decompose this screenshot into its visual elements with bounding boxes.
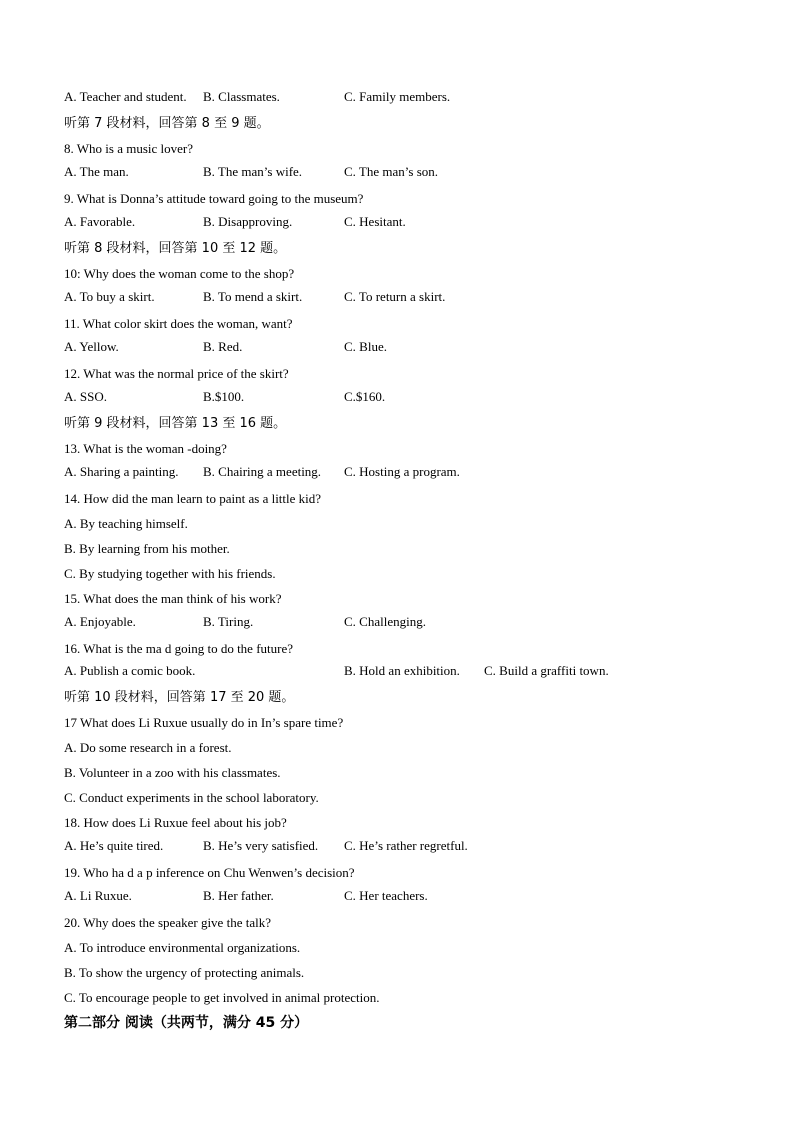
option-a: A. Li Ruxue. [64,888,132,903]
option-c: C. Hosting a program. [344,464,460,479]
option-a: A. SSO. [64,389,107,404]
question-line: 12. What was the normal price of the skirt? [64,366,289,381]
instruction-line: 听第 7 段材料，回答第 8 至 9 题。 [64,116,270,131]
options-row [0,614,700,634]
instruction-line: 听第 9 段材料，回答第 13 至 16 题。 [64,416,287,431]
option-line: B. Volunteer in a zoo with his classmates. [64,765,281,780]
option-line: B. By learning from his mother. [64,541,230,556]
option-c: C. He’s rather regretful. [344,838,468,853]
option-c: C. Hesitant. [344,214,406,229]
option-line: A. By teaching himself. [64,516,188,531]
question-line: 20. Why does the speaker give the talk? [64,915,271,930]
option-b: B.$100. [203,389,245,404]
options-row [0,838,700,858]
option-c: C. The man’s son. [344,164,439,179]
options-row [0,663,700,683]
instruction-line: 听第 8 段材料，回答第 10 至 12 题。 [64,241,287,256]
option-b: B. Her father. [203,888,274,903]
option-c: C. Her teachers. [344,888,428,903]
options-row [0,289,700,309]
option-a: A. To buy a skirt. [64,289,155,304]
option-line: A. Do some research in a forest. [64,740,232,755]
option-a: A. Teacher and student. [64,89,187,104]
option-b: B. To mend a skirt. [203,289,303,304]
option-c: C. Build a graffiti town. [484,663,609,678]
option-c: C. Blue. [344,339,387,354]
question-line: 15. What does the man think of his work? [64,591,282,606]
options-row [0,164,700,184]
options-row [0,89,700,109]
options-row [0,339,700,359]
option-b: B. Tiring. [203,614,254,629]
options-row [0,389,700,409]
option-a: A. Enjoyable. [64,614,136,629]
section-heading: 第二部分 阅读（共两节，满分 45 分） [64,1015,309,1031]
question-line: 14. How did the man learn to paint as a little kid? [64,491,322,506]
option-b: B. Hold an exhibition. [344,663,460,678]
options-row [0,214,700,234]
question-line: 8. Who is a music lover? [64,141,194,156]
question-line: 19. Who ha d a p inference on Chu Wenwen’s decision? [64,865,355,880]
question-line: 10: Why does the woman come to the shop? [64,266,295,281]
question-line: 16. What is the ma d going to do the future? [64,641,294,656]
question-line: 9. What is Donna’s attitude toward going to the museum? [64,191,364,206]
instruction-line: 听第 10 段材料，回答第 17 至 20 题。 [64,690,295,705]
option-line: C. By studying together with his friends. [64,566,276,581]
question-line: 13. What is the woman -doing? [64,441,227,456]
options-row [0,464,700,484]
option-c: C. Family members. [344,89,451,104]
option-b: B. The man’s wife. [203,164,303,179]
option-a: A. The man. [64,164,129,179]
option-line: C. To encourage people to get involved in animal protection. [64,990,380,1005]
option-a: A. Yellow. [64,339,119,354]
option-a: A. Publish a comic book. [64,663,196,678]
question-line: 18. How does Li Ruxue feel about his job? [64,815,287,830]
option-line: B. To show the urgency of protecting animals. [64,965,305,980]
option-b: B. Red. [203,339,243,354]
option-c: C.$160. [344,389,386,404]
option-c: C. To return a skirt. [344,289,446,304]
option-line: A. To introduce environmental organizations. [64,940,301,955]
option-a: A. He’s quite tired. [64,838,164,853]
option-b: B. Disapproving. [203,214,293,229]
question-line: 17 What does Li Ruxue usually do in In’s spare time? [64,715,344,730]
option-a: A. Sharing a painting. [64,464,179,479]
option-b: B. He’s very satisfied. [203,838,319,853]
option-b: B. Classmates. [203,89,280,104]
option-c: C. Challenging. [344,614,426,629]
options-row [0,888,700,908]
question-line: 11. What color skirt does the woman, want? [64,316,293,331]
option-b: B. Chairing a meeting. [203,464,322,479]
option-line: C. Conduct experiments in the school laboratory. [64,790,319,805]
option-a: A. Favorable. [64,214,136,229]
